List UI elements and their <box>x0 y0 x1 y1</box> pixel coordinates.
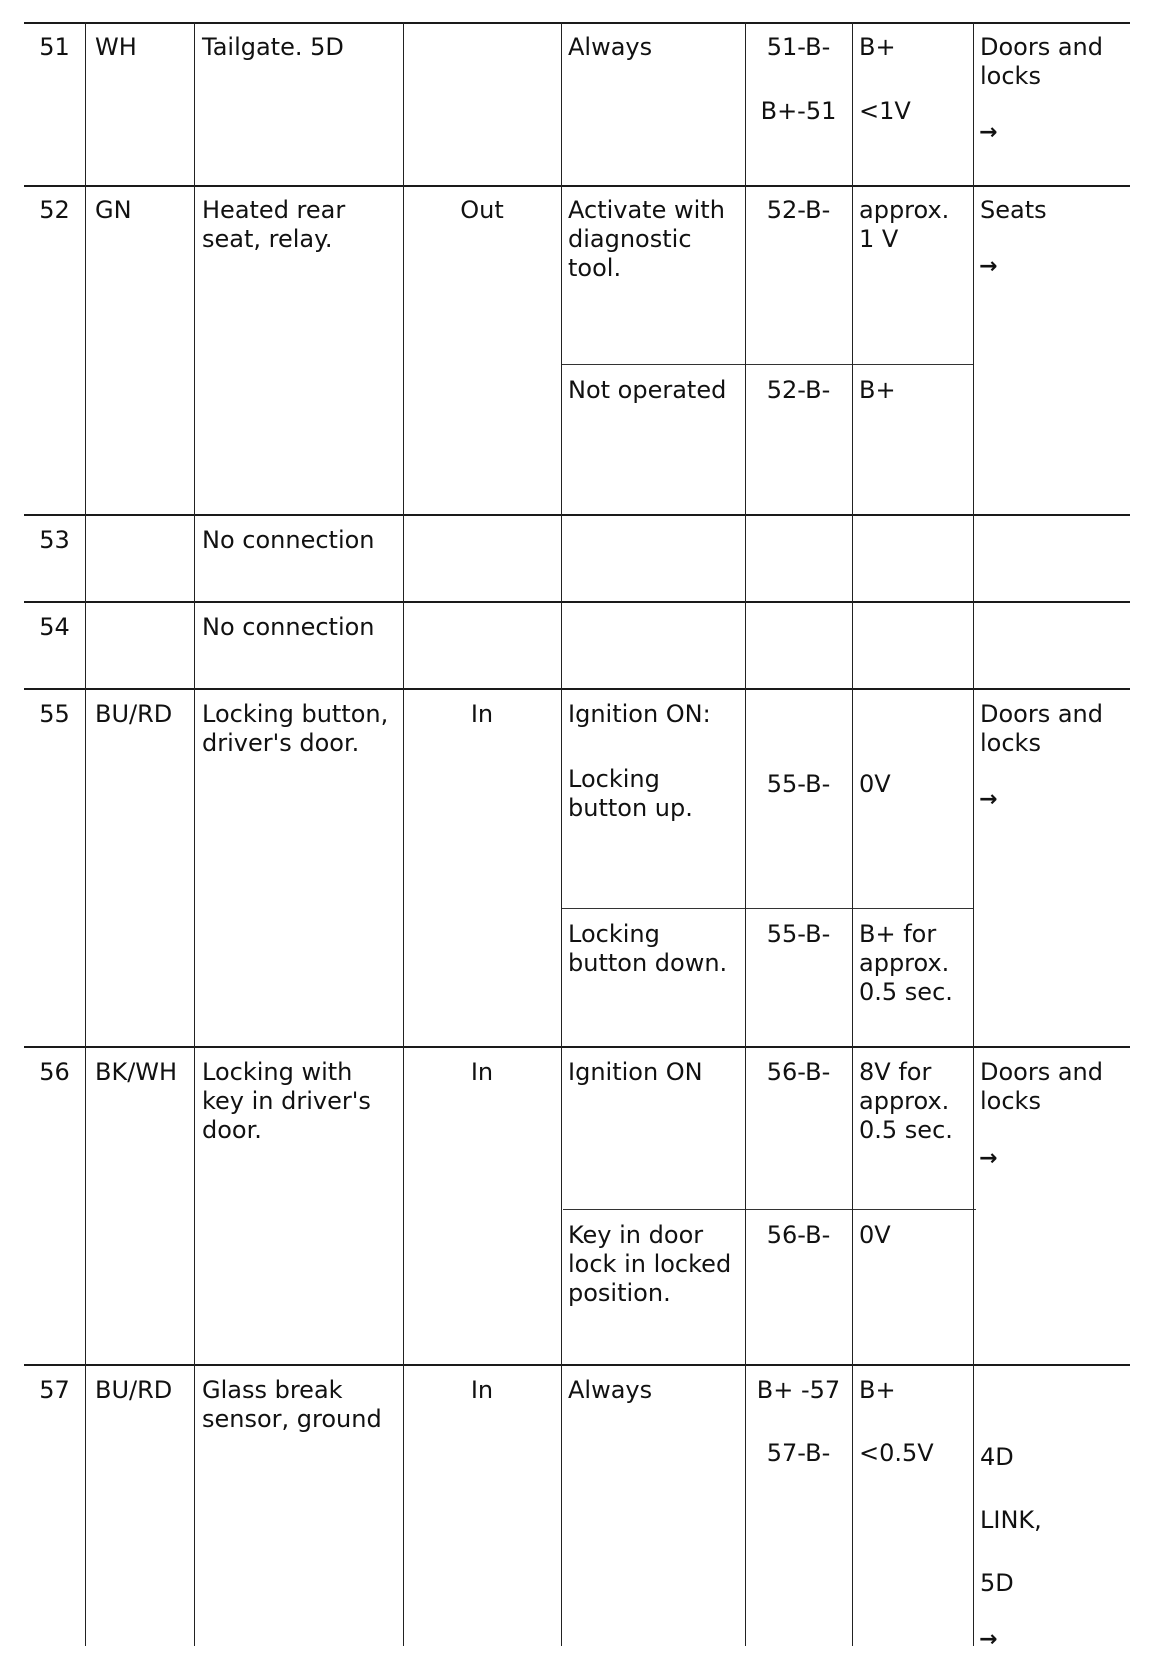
value: 0V <box>859 1221 891 1249</box>
reference-link[interactable]: locks <box>980 62 1041 90</box>
condition: Key in door lock in locked position. <box>568 1221 732 1307</box>
pin-function: Heated rear seat, relay. <box>202 196 346 253</box>
measure-point: 56-B- <box>766 1221 831 1249</box>
measure-point: B+-51 <box>760 97 837 125</box>
wire-color: BU/RD <box>95 1376 173 1404</box>
reference-link[interactable]: Seats <box>980 196 1047 224</box>
reference-link[interactable]: locks <box>980 1087 1041 1115</box>
value: B+ <box>859 33 896 61</box>
value: B+ <box>859 376 896 404</box>
signal-direction: Out <box>460 196 504 224</box>
measure-point: 51-B- <box>766 33 831 61</box>
measure-point: 52-B- <box>766 196 831 224</box>
pin-number: 55 <box>39 700 70 728</box>
pin-number: 53 <box>39 526 70 554</box>
condition: Always <box>568 1376 653 1404</box>
reference-link[interactable]: Doors and <box>980 33 1103 61</box>
pin-function: No connection <box>202 526 375 554</box>
arrow-right-icon[interactable]: → <box>979 787 998 812</box>
reference-link[interactable]: LINK, <box>980 1506 1042 1534</box>
wire-color: GN <box>95 196 132 224</box>
measure-point: 52-B- <box>766 376 831 404</box>
condition: Activate with diagnostic tool. <box>568 196 725 282</box>
measure-point: 56-B- <box>766 1058 831 1086</box>
measure-point: 55-B- <box>766 920 831 948</box>
wire-color: WH <box>95 33 137 61</box>
value: <1V <box>859 97 911 125</box>
arrow-right-icon[interactable]: → <box>979 1627 998 1652</box>
measure-point: 57-B- <box>766 1439 831 1467</box>
pin-number: 54 <box>39 613 70 641</box>
condition: Locking button down. <box>568 920 728 977</box>
reference-link[interactable]: Doors and <box>980 1058 1103 1086</box>
wire-color: BK/WH <box>95 1058 178 1086</box>
condition: Not operated <box>568 376 727 404</box>
value: <0.5V <box>859 1439 934 1467</box>
reference-link[interactable]: 5D <box>980 1569 1014 1597</box>
pin-number: 57 <box>39 1376 70 1404</box>
arrow-right-icon[interactable]: → <box>979 1146 998 1171</box>
value: approx. 1 V <box>859 196 950 253</box>
reference-link[interactable]: locks <box>980 729 1041 757</box>
pin-function: Glass break sensor, ground <box>202 1376 382 1433</box>
condition-intro: Ignition ON: <box>568 700 711 728</box>
value: 0V <box>859 770 891 798</box>
measure-point: 55-B- <box>766 770 831 798</box>
value: 8V for approx. 0.5 sec. <box>859 1058 953 1144</box>
condition: Ignition ON <box>568 1058 703 1086</box>
value: B+ for approx. 0.5 sec. <box>859 920 953 1006</box>
pin-number: 52 <box>39 196 70 224</box>
wire-color: BU/RD <box>95 700 173 728</box>
pin-function: No connection <box>202 613 375 641</box>
reference-link[interactable]: Doors and <box>980 700 1103 728</box>
pin-function: Locking with key in driver's door. <box>202 1058 371 1144</box>
measure-point: B+ -57 <box>756 1376 841 1404</box>
value: B+ <box>859 1376 896 1404</box>
arrow-right-icon[interactable]: → <box>979 254 998 279</box>
condition: Always <box>568 33 653 61</box>
reference-link[interactable]: 4D <box>980 1443 1014 1471</box>
pin-function: Tailgate. 5D <box>202 33 344 61</box>
condition: Locking button up. <box>568 765 693 822</box>
pin-number: 56 <box>39 1058 70 1086</box>
arrow-right-icon[interactable]: → <box>979 120 998 145</box>
signal-direction: In <box>470 1376 494 1404</box>
signal-direction: In <box>470 1058 494 1086</box>
pin-number: 51 <box>39 33 70 61</box>
signal-direction: In <box>470 700 494 728</box>
pin-function: Locking button, driver's door. <box>202 700 389 757</box>
